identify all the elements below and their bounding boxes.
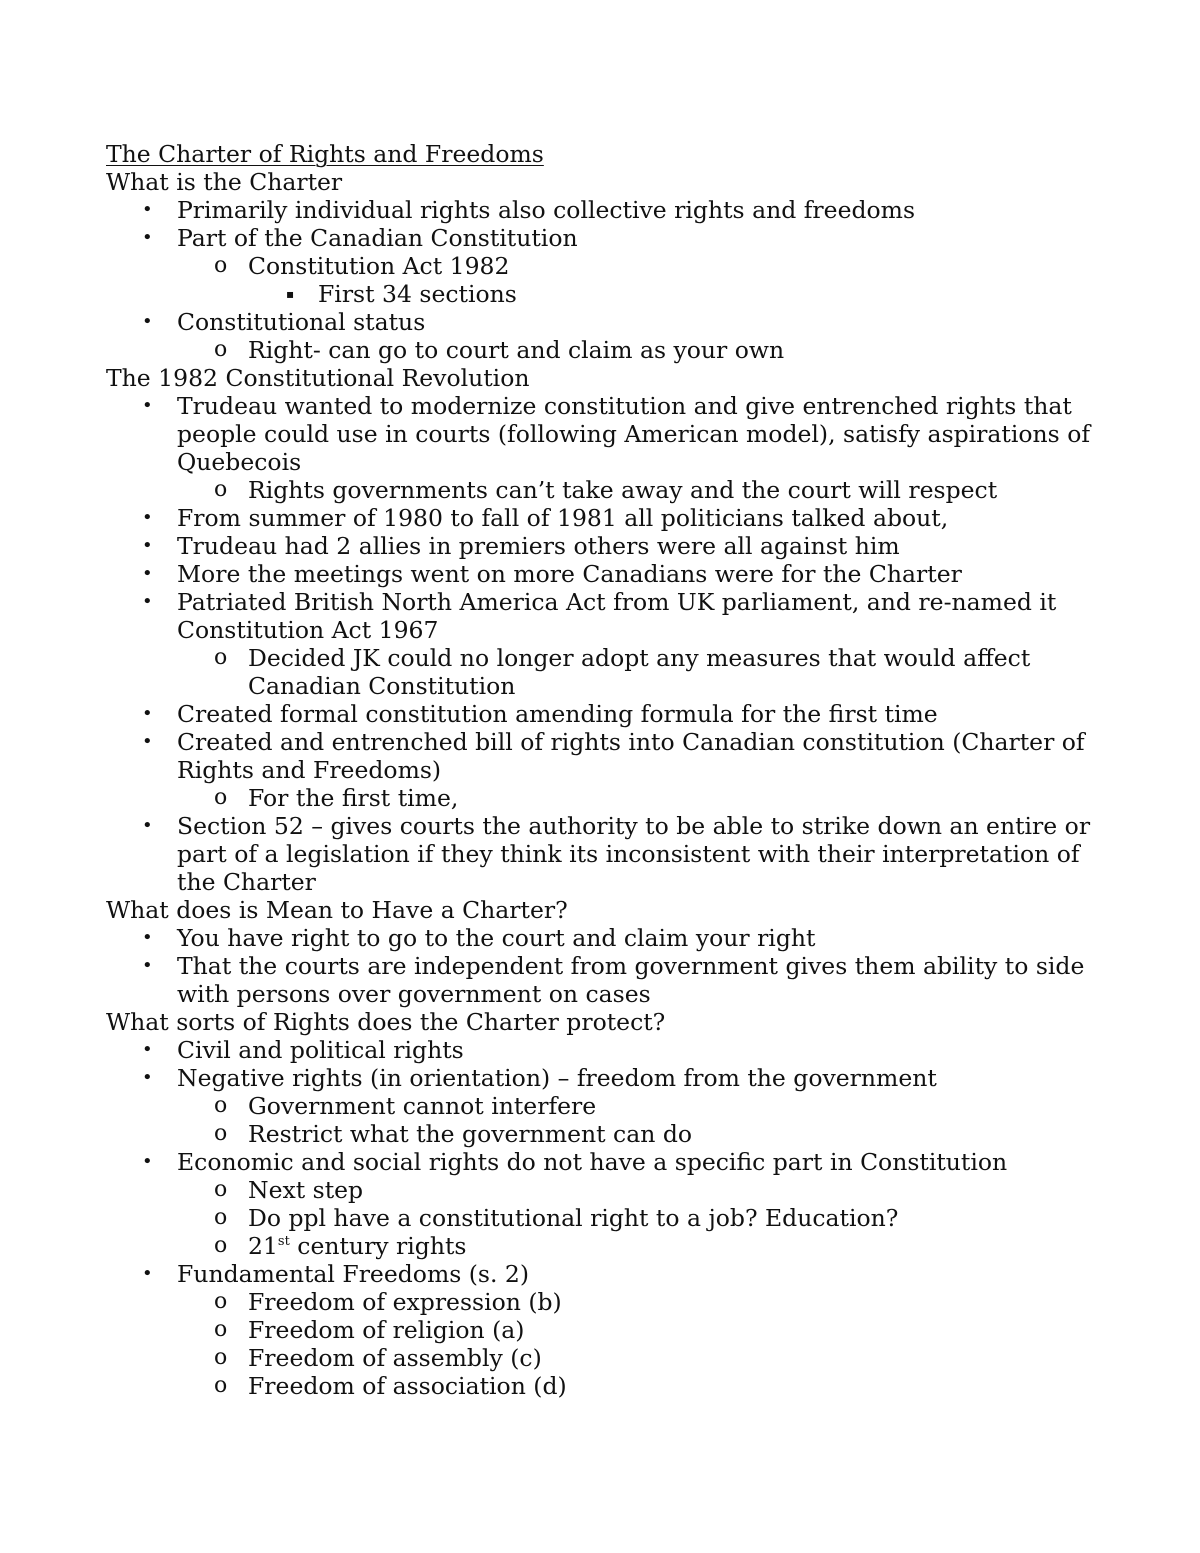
outline-item-level-1	[106, 700, 1106, 728]
outline-item-text: Primarily individual rights also collective rights and freedoms	[177, 196, 916, 224]
outline-item-level-2	[106, 1372, 1106, 1400]
circle-bullet-icon: o	[214, 1373, 228, 1398]
outline-item-text: First 34 sections	[318, 280, 517, 308]
outline-item-text: Freedom of religion (a)	[248, 1316, 525, 1344]
circle-bullet-icon: o	[214, 1121, 228, 1146]
outline-item-level-2	[106, 252, 1106, 280]
outline-item-text: From summer of 1980 to fall of 1981 all politicians talked about,	[177, 504, 949, 532]
outline-item-text: Fundamental Freedoms (s. 2)	[177, 1260, 530, 1288]
bullet-icon: •	[142, 815, 153, 836]
bullet-icon: •	[142, 1067, 153, 1088]
outline-item-text: Rights governments can’t take away and the court will respect	[248, 476, 998, 504]
bullet-icon: •	[142, 703, 153, 724]
bullet-icon: •	[142, 227, 153, 248]
bullet-icon: •	[142, 563, 153, 584]
outline-item-level-1	[106, 560, 1106, 588]
outline-item-text: Freedom of assembly (c)	[248, 1344, 542, 1372]
outline-item-level-2	[106, 1232, 1106, 1260]
outline-item-text: You have right to go to the court and claim your right	[177, 924, 816, 952]
outline-item-text: Negative rights (in orientation) – freedom from the government	[177, 1064, 937, 1092]
outline-item-text: Constitution Act 1982	[248, 252, 510, 280]
outline-item-text: 21	[248, 1232, 278, 1260]
circle-bullet-icon: o	[214, 1289, 228, 1314]
outline-item-text: More the meetings went on more Canadians were for the Charter	[177, 560, 962, 588]
outline-item-level-2	[106, 1176, 1106, 1204]
outline-item-text-rest: century rights	[289, 1232, 467, 1260]
document-title: The Charter of Rights and Freedoms	[106, 140, 544, 168]
outline-item-level-2	[106, 1204, 1106, 1232]
outline-item-level-1	[106, 532, 1106, 560]
outline-item-text: For the first time,	[248, 784, 459, 812]
outline-item-level-1	[106, 924, 1106, 952]
outline-item-text: Freedom of expression (b)	[248, 1288, 562, 1316]
outline-item-level-1	[106, 1064, 1106, 1092]
circle-bullet-icon: o	[214, 337, 228, 362]
outline-item-level-1	[106, 728, 1106, 784]
outline-item-level-2	[106, 1092, 1106, 1120]
outline-item-text: Do ppl have a constitutional right to a job? Education?	[248, 1204, 899, 1232]
outline-item-level-1	[106, 1260, 1106, 1288]
page-title	[106, 140, 1106, 168]
outline-item-level-3	[106, 280, 1106, 308]
bullet-icon: •	[142, 1263, 153, 1284]
outline-item-level-2	[106, 476, 1106, 504]
outline-item-text: Patriated British North America Act from UK parliament, and re-named it Constitution Act 1967	[177, 588, 1057, 644]
outline-item-text: Created and entrenched bill of rights into Canadian constitution (Charter of Rights and Freedoms)	[177, 728, 1085, 784]
section-heading: The 1982 Constitutional Revolution	[106, 364, 530, 392]
circle-bullet-icon: o	[214, 1177, 228, 1202]
outline-item-level-1	[106, 588, 1106, 644]
outline-item-level-2	[106, 784, 1106, 812]
outline-item-level-2	[106, 1288, 1106, 1316]
outline-item-level-2	[106, 1120, 1106, 1148]
outline-item-level-1	[106, 392, 1106, 476]
section-heading: What does is Mean to Have a Charter?	[106, 896, 568, 924]
outline-item-level-1	[106, 1148, 1106, 1176]
outline-item-text: Constitutional status	[177, 308, 426, 336]
superscript-text: st	[277, 1234, 290, 1250]
bullet-icon: •	[142, 1151, 153, 1172]
outline-item-level-1	[106, 308, 1106, 336]
outline-item-text: Created formal constitution amending formula for the first time	[177, 700, 938, 728]
circle-bullet-icon: o	[214, 1093, 228, 1118]
outline-item-level-2	[106, 644, 1106, 700]
outline-item-text: Part of the Canadian Constitution	[177, 224, 578, 252]
bullet-icon: •	[142, 311, 153, 332]
outline-item-text: Civil and political rights	[177, 1036, 464, 1064]
circle-bullet-icon: o	[214, 645, 228, 670]
outline-item-level-1	[106, 812, 1106, 896]
notes-sections	[106, 168, 1106, 1400]
outline-item-text: Next step	[248, 1176, 364, 1204]
outline-item-level-2	[106, 336, 1106, 364]
outline-item-text: Trudeau had 2 allies in premiers others were all against him	[177, 532, 900, 560]
outline-item-text: Section 52 – gives courts the authority to be able to strike down an entire or part of a legislation if they think its inconsistent with their interpretation of the Charter	[177, 812, 1091, 896]
bullet-icon: •	[142, 1039, 153, 1060]
circle-bullet-icon: o	[214, 477, 228, 502]
outline-item-level-1	[106, 952, 1106, 1008]
bullet-icon: •	[142, 395, 153, 416]
outline-item-level-1	[106, 504, 1106, 532]
circle-bullet-icon: o	[214, 1205, 228, 1230]
outline-item-level-2	[106, 1316, 1106, 1344]
outline-item-level-1	[106, 224, 1106, 252]
outline-item-text: Economic and social rights do not have a specific part in Constitution	[177, 1148, 1008, 1176]
bullet-icon: •	[142, 535, 153, 556]
outline-item-text: Freedom of association (d)	[248, 1372, 567, 1400]
outline-item-text: Government cannot interfere	[248, 1092, 597, 1120]
outline-item-level-2	[106, 1344, 1106, 1372]
section-heading: What is the Charter	[106, 168, 343, 196]
outline-item-text: That the courts are independent from government gives them ability to side with persons over government on cases	[177, 952, 1085, 1008]
document-body	[106, 140, 1106, 1400]
bullet-icon: •	[142, 199, 153, 220]
section-heading: What sorts of Rights does the Charter protect?	[106, 1008, 666, 1036]
bullet-icon: •	[142, 507, 153, 528]
outline-item-text: Decided JK could no longer adopt any measures that would affect Canadian Constitution	[248, 644, 1031, 700]
circle-bullet-icon: o	[214, 1317, 228, 1342]
outline-item-level-1	[106, 196, 1106, 224]
outline-item-text: Right- can go to court and claim as your own	[248, 336, 785, 364]
bullet-icon: •	[142, 927, 153, 948]
bullet-icon: •	[142, 955, 153, 976]
circle-bullet-icon: o	[214, 1345, 228, 1370]
circle-bullet-icon: o	[214, 253, 228, 278]
circle-bullet-icon: o	[214, 1233, 228, 1258]
outline-item-text: Trudeau wanted to modernize constitution and give entrenched rights that people could use in courts (following American model), satisfy aspirations of Quebecois	[177, 392, 1091, 476]
square-bullet-icon: ▪	[286, 287, 295, 301]
outline-item-text: Restrict what the government can do	[248, 1120, 693, 1148]
circle-bullet-icon: o	[214, 785, 228, 810]
bullet-icon: •	[142, 591, 153, 612]
outline-item-level-1	[106, 1036, 1106, 1064]
bullet-icon: •	[142, 731, 153, 752]
